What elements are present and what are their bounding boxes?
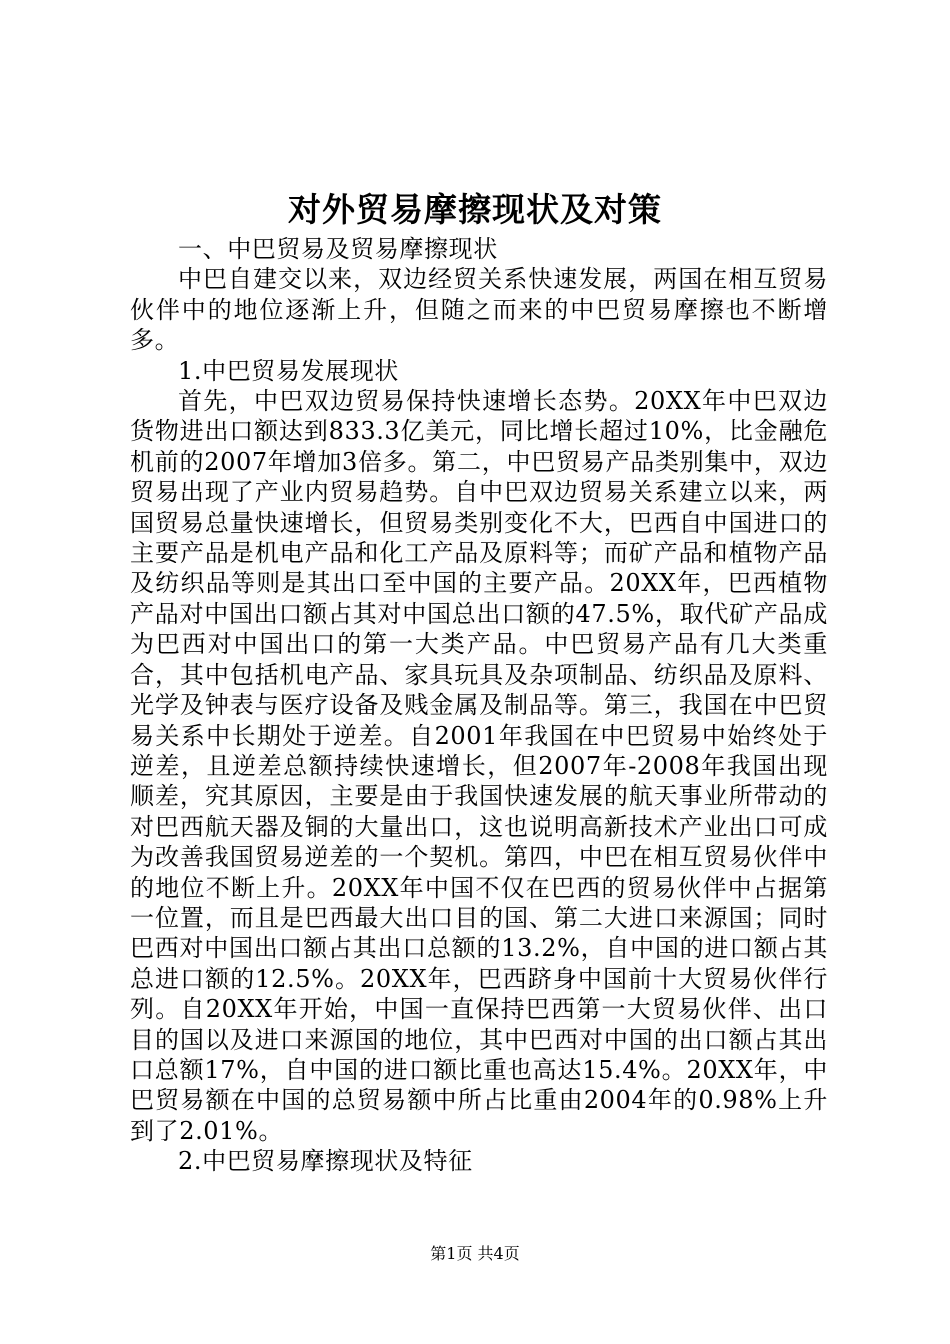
document-title: 对外贸易摩擦现状及对策 (288, 190, 662, 229)
document-body (130, 234, 828, 1177)
body-paragraph: 首先，中巴双边贸易保持快速增长态势。20XX年中巴双边货物进出口额达到833.3亿美元，同比增长超过10%，比金融危机前的2007年增加3倍多。第二，中巴贸易产品类别集中，双边贸易出现了产业内贸易趋势。自中巴双边贸易关系建立以来，两国贸易总量快速增长，但贸易类别变化不大，巴西自中国进口的主要产品是机电产品和化工产品及原料等；而矿产品和植物产品及纺织品等则是其出口至中国的主要产品。20XX年，巴西植物产品对中国出口额占其对中国总出口额的47.5%，取代矿产品成为巴西对中国出口的第一大类产品。中巴贸易产品有几大类重合，其中包括机电产品、家具玩具及杂项制品、纺织品及原料、光学及钟表与医疗设备及贱金属及制品等。第三，我国在中巴贸易关系中长期处于逆差。自2001年我国在中巴贸易中始终处于逆差，且逆差总额持续快速增长，但2007年-2008年我国出现顺差，究其原因，主要是由于我国快速发展的航天事业所带动的对巴西航天器及铜的大量出口，这也说明高新技术产业出口可成为改善我国贸易逆差的一个契机。第四，中巴在相互贸易伙伴中的地位不断上升。20XX年中国不仅在巴西的贸易伙伴中占据第一位置，而且是巴西最大出口目的国、第二大进口来源国；同时巴西对中国出口额占其出口总额的13.2%，自中国的进口额占其总进口额的12.5%。20XX年，巴西跻身中国前十大贸易伙伴行列。自20XX年开始，中国一直保持巴西第一大贸易伙伴、出口目的国以及进口来源国的地位，其中巴西对中国的出口额占其出口总额17%，自中国的进口额比重也高达15.4%。20XX年，中巴贸易额在中国的总贸易额中所占比重由2004年的0.98%上升到了2.01%。 (130, 387, 828, 1145)
subsection-heading: 1.中巴贸易发展现状 (178, 356, 399, 385)
section-heading: 一、中巴贸易及贸易摩擦现状 (178, 235, 498, 263)
body-paragraph: 中巴自建交以来，双边经贸关系快速发展，两国在相互贸易伙伴中的地位逐渐上升，但随之而来的中巴贸易摩擦也不断增多。 (130, 265, 828, 355)
subsection-heading: 2.中巴贸易摩擦现状及特征 (178, 1147, 473, 1176)
page-footer: 第1页 共4页 (430, 1244, 520, 1263)
